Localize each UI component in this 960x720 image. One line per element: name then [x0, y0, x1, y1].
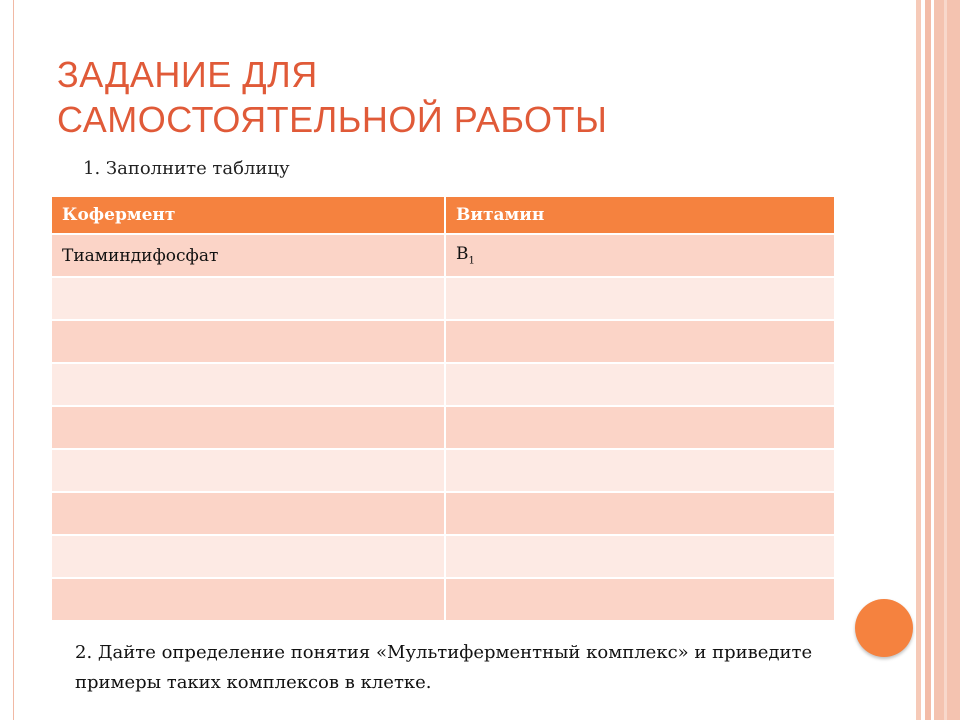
table-row — [51, 406, 835, 449]
title-line-2: САМОСТОЯТЕЛЬНОЙ РАБОТЫ — [57, 99, 608, 140]
table-header-row — [51, 196, 835, 234]
table-cell — [51, 363, 445, 406]
decorative-stripe — [934, 0, 960, 720]
table-cell — [51, 492, 445, 535]
table-cell — [445, 234, 835, 277]
table-cell — [445, 406, 835, 449]
table-cell — [445, 578, 835, 621]
table-row — [51, 449, 835, 492]
decorative-circle — [855, 599, 913, 657]
table-cell — [51, 320, 445, 363]
table-row — [51, 277, 835, 320]
table-cell — [445, 449, 835, 492]
title-line-1: ЗАДАНИЕ ДЛЯ — [57, 54, 318, 95]
table-cell — [51, 535, 445, 578]
table-row — [51, 363, 835, 406]
header-vitamin: Витамин — [445, 196, 835, 234]
table-row — [51, 492, 835, 535]
table-cell: Тиаминдифосфат — [51, 234, 445, 277]
table-cell — [51, 406, 445, 449]
coenzyme-table — [50, 195, 836, 622]
slide-title — [57, 52, 607, 142]
table-cell — [445, 320, 835, 363]
table-row — [51, 578, 835, 621]
task-2-text: 2. Дайте определение понятия «Мультиферментный комплекс» и приведите примеры таких комплексов в клетке. — [75, 642, 813, 693]
decorative-stripe — [925, 0, 931, 720]
table-row — [51, 234, 835, 277]
table-row — [51, 535, 835, 578]
task-1-text: 1. Заполните таблицу — [83, 158, 290, 179]
table-row — [51, 320, 835, 363]
header-coenzyme: Кофермент — [51, 196, 445, 234]
table-cell — [445, 535, 835, 578]
table-cell — [445, 363, 835, 406]
vitamin-letter: B — [456, 244, 469, 265]
table-cell — [51, 277, 445, 320]
table-cell — [445, 492, 835, 535]
vitamin-subscript: 1 — [468, 255, 475, 267]
decorative-stripe — [944, 0, 947, 720]
decorative-stripe — [916, 0, 921, 720]
table-cell — [51, 578, 445, 621]
table-cell — [51, 449, 445, 492]
table-cell — [445, 277, 835, 320]
